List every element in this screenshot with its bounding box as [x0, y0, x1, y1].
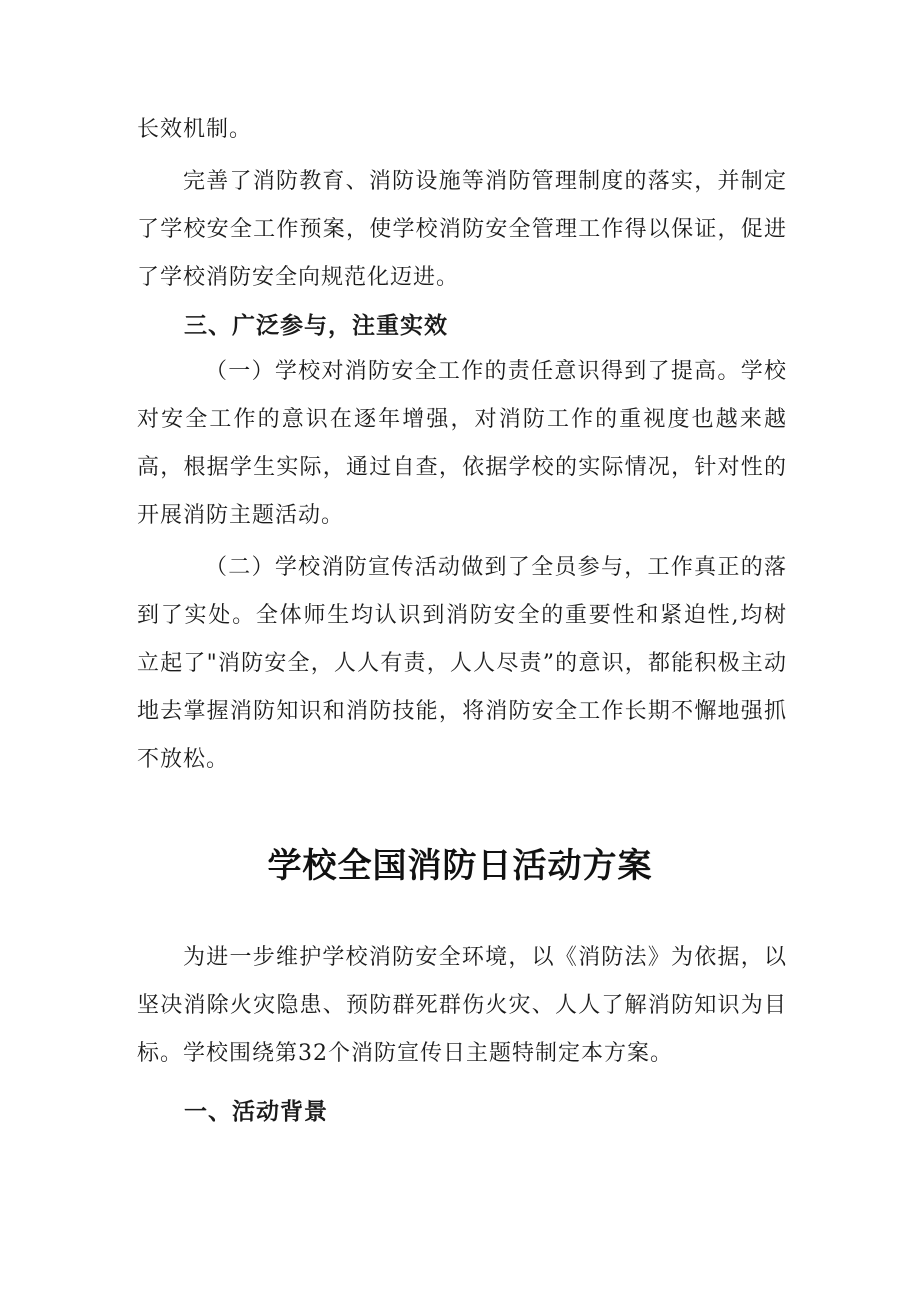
document-title: 学校全国消防日活动方案: [267, 846, 653, 886]
section-heading-1: 一、活动背景: [184, 1099, 328, 1125]
paragraph-item-2: （二）学校消防宣传活动做到了全员参与，工作真正的落到了实处。全体师生均认识到消防安全的重要性和紧迫性,均树立起了"消防安全，人人有责，人人尽责”的意识，都能积极主动地去掌握消防知识和消防技能，将消防安全工作长期不懈地强抓不放松。: [137, 555, 787, 772]
paragraph-continuation: 长效机制。: [137, 117, 253, 142]
section-heading-3: 三、广泛参与，注重实效: [184, 313, 448, 339]
paragraph-intro: 为进一步维护学校消防安全环境，以《消防法》为依据，以坚决消除火灾隐患、预防群死群伤火灾、人人了解消防知识为目标。学校围绕第32个消防宣传日主题特制定本方案。: [137, 945, 787, 1066]
paragraph-item-1: （一）学校对消防安全工作的责任意识得到了提高。学校对安全工作的意识在逐年增强，对消防工作的重视度也越来越高，根据学生实际，通过自查，依据学校的实际情况，针对性的开展消防主题活动。: [137, 359, 787, 528]
paragraph-management-system: 完善了消防教育、消防设施等消防管理制度的落实，并制定了学校安全工作预案，使学校消防安全管理工作得以保证，促进了学校消防安全向规范化迈进。: [137, 169, 787, 290]
